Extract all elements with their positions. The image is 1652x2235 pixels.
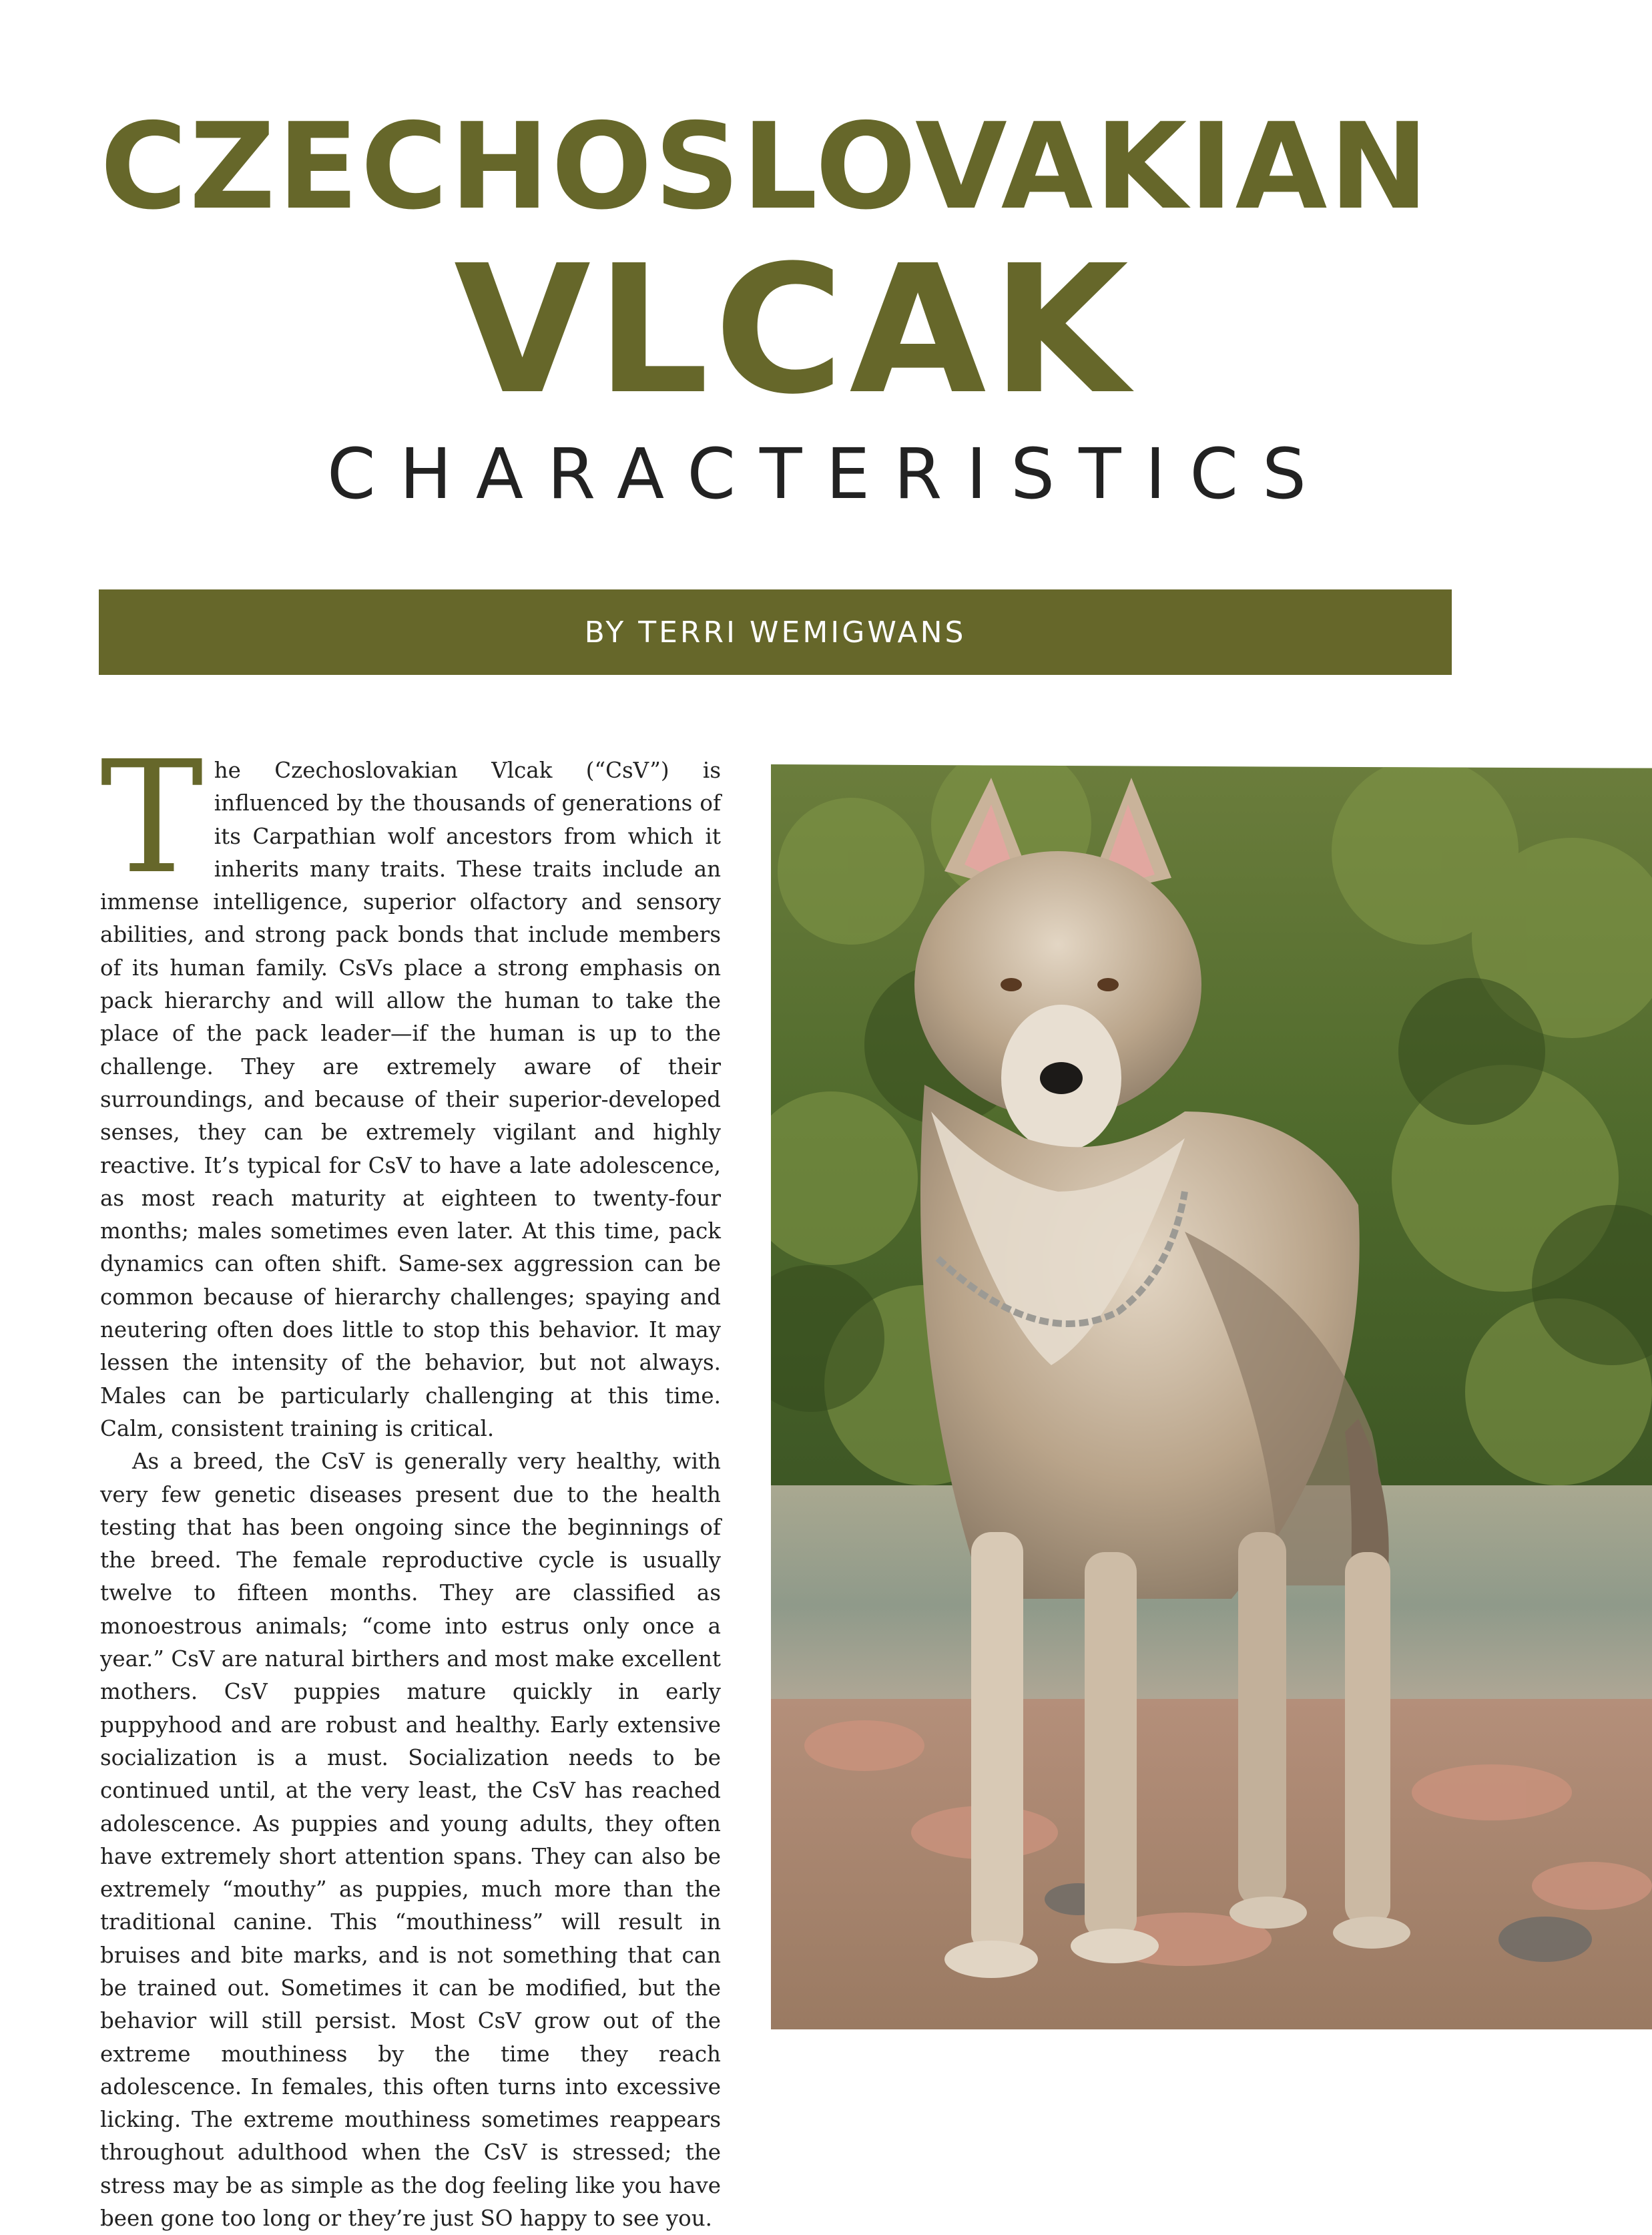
drop-cap: T <box>100 728 204 908</box>
article-paragraph-2: As a breed, the CsV is generally very healthy, with very few genetic diseases present due to the health testing that has been ongoing since the beginnings of the breed. The female reproductive cycle is usually twelve to fifteen months. They are classified as monoestrous animals; “come into estrus only once a year.” CsV are natural birthers and most make excellent mothers. CsV puppies mature quickly in early puppyhood and are robust and healthy. Early extensive socialization is a must. Socialization needs to be continued until, at the very least, the CsV has reached adolescence. As puppies and young adults, they often have extremely short attention spans. They can also be extremely “mouthy” as puppies, much more than the traditional canine. This “mouthiness” will result in bruises and bite marks, and is not something that can be trained out. Sometimes it can be modified, but the behavior will still persist. Most CsV grow out of the extreme mouthiness by the time they reach adolescence. In females, this often turns into excessive licking. The extreme mouthiness sometimes reappears throughout adulthood when the CsV is stressed; the stress may be as simple as the dog feeling like you have been gone too long or they’re just SO happy to see you. <box>100 1449 721 2232</box>
paragraph-1-text: he Czechoslovakian Vlcak (“CsV”) is influenced by the thousands of generations of its Carpathian wolf ancestors from which it inherits many traits. These traits include an immense intelligence, superior olfactory and sensory abilities, and strong pack bonds that include members of its human family. CsVs place a strong emphasis on pack hierarchy and will allow the human to take the place of the pack leader—if the human is up to the challenge. They are extremely aware of their surroundings, and because of their superior-developed senses, they can be extremely vigilant and highly reactive. It’s typical for CsV to have a late adolescence, as most reach maturity at eighteen to twenty-four months; males sometimes even later. At this time, pack dynamics can often shift. Same-sex aggression can be common because of hierarchy challenges; spaying and neutering often does little to stop this behavior. It may lessen the intensity of the behavior, but not always. Males can be particularly challenging at this time. Calm, consistent training is critical. <box>100 758 721 1441</box>
byline: BY TERRI WEMIGWANS <box>584 615 967 650</box>
article-body <box>100 728 721 2232</box>
wolfdog-photo-illustration <box>771 764 1652 2029</box>
title-line-3: CHARACTERISTICS <box>327 433 1330 515</box>
byline-bar <box>99 589 1452 675</box>
title-line-1: CZECHOSLOVAKIAN <box>100 97 1431 236</box>
title-line-2: VLCAK <box>454 228 1134 433</box>
article-paragraph-1 <box>100 728 721 1445</box>
wolfdog-photo <box>771 764 1652 2029</box>
